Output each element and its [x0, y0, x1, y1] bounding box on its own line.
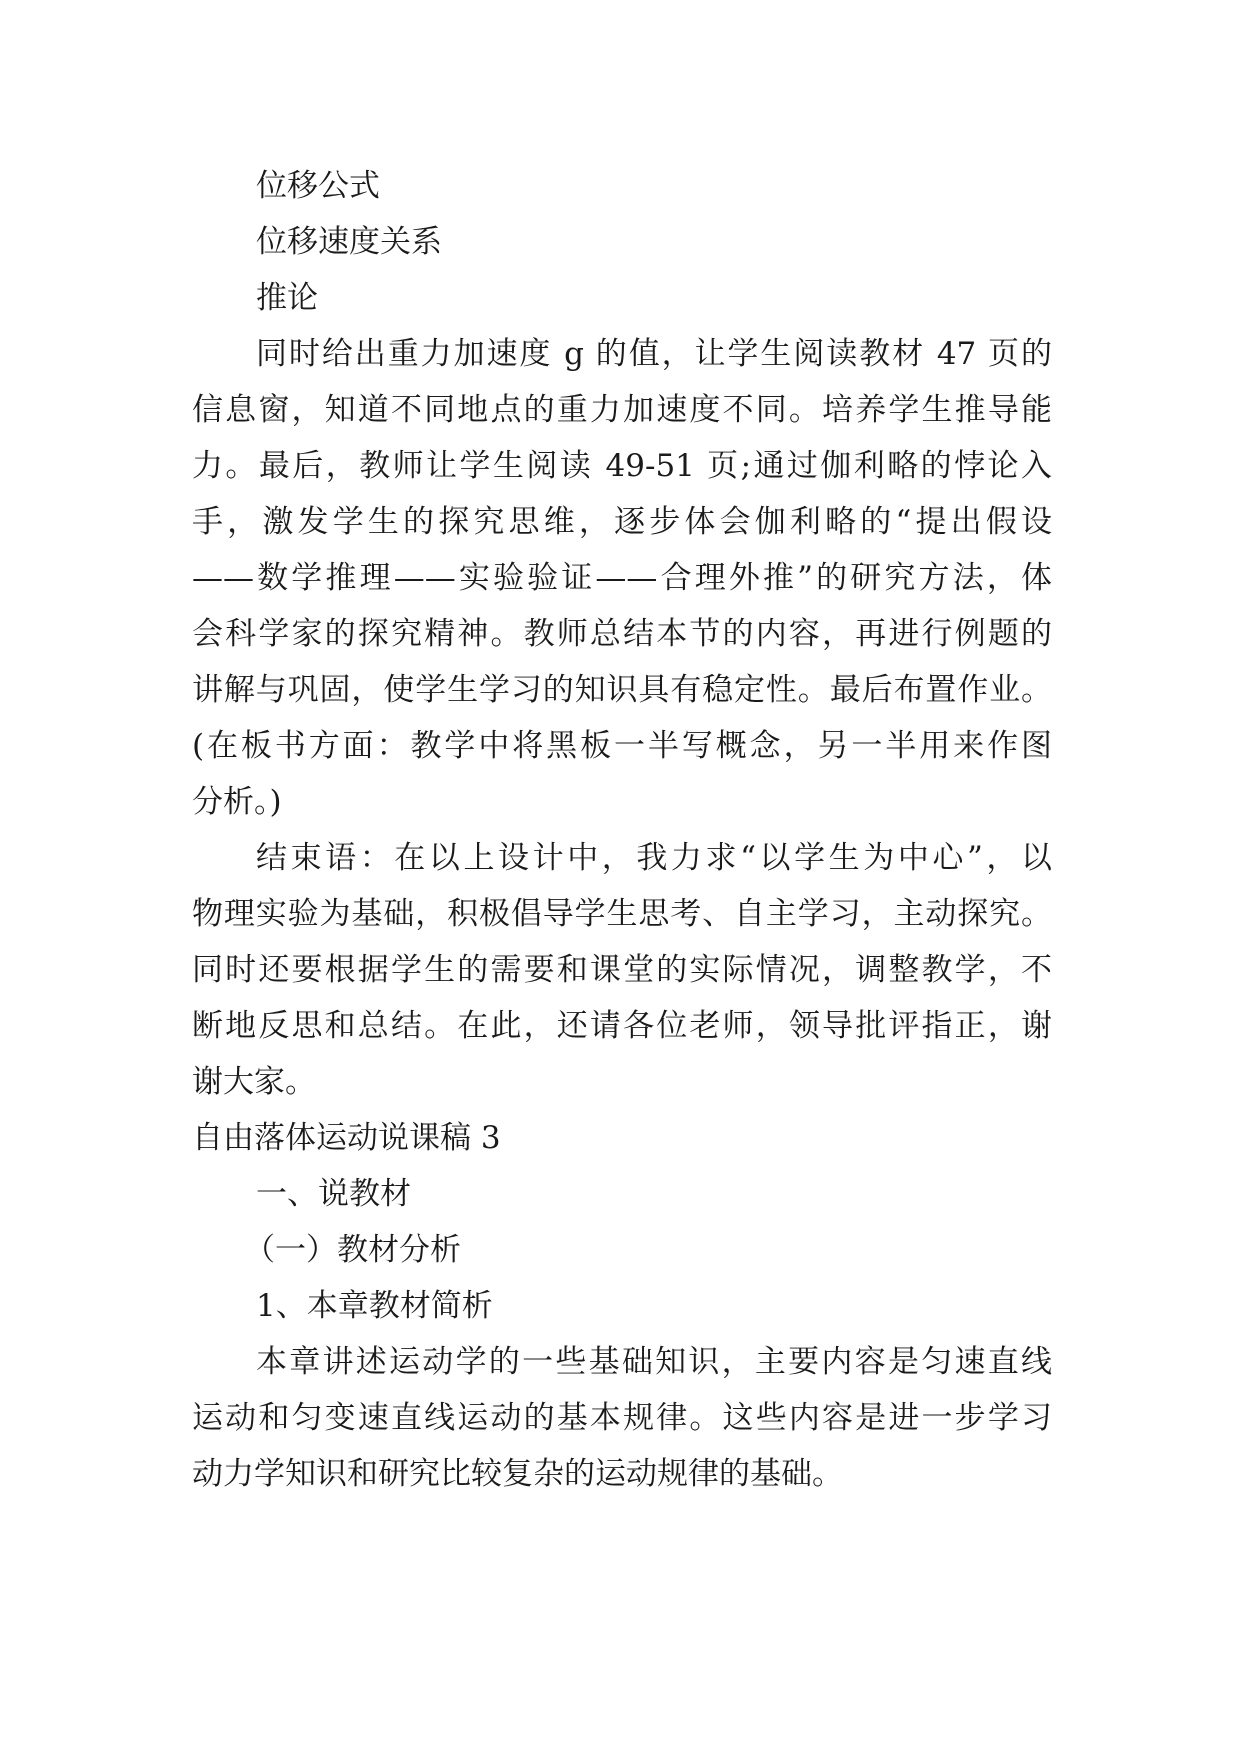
paragraph-line: 信息窗，知道不同地点的重力加速度不同。培养学生推导能 [192, 392, 1052, 428]
paragraph-line: ——数学推理——实验验证——合理外推”的研究方法，体 [192, 560, 1052, 596]
conclusion-line: 结束语：在以上设计中，我力求“以学生为中心”，以 [256, 840, 1052, 876]
body-line: 运动和匀变速直线运动的基本规律。这些内容是进一步学习 [192, 1400, 1052, 1436]
conclusion-line: 同时还要根据学生的需要和课堂的实际情况，调整教学，不 [192, 952, 1052, 988]
heading-level-1: 一、说教材 [256, 1176, 411, 1212]
body-line: 动力学知识和研究比较复杂的运动规律的基础。 [192, 1456, 843, 1492]
paragraph-line: 手，激发学生的探究思维，逐步体会伽利略的“提出假设 [192, 504, 1052, 540]
heading-level-2: （一）教材分析 [244, 1232, 461, 1268]
section-title: 自由落体运动说课稿 3 [192, 1120, 501, 1156]
paragraph-line: 讲解与巩固，使学生学习的知识具有稳定性。最后布置作业。 [192, 672, 1052, 708]
paragraph-line: 力。最后，教师让学生阅读 49-51 页;通过伽利略的悖论入 [192, 448, 1052, 484]
conclusion-line: 断地反思和总结。在此，还请各位老师，领导批评指正，谢 [192, 1008, 1052, 1044]
paragraph-line: 分析。) [192, 784, 282, 820]
paragraph-line: 会科学家的探究精神。教师总结本节的内容，再进行例题的 [192, 616, 1052, 652]
formula-label-displacement-velocity: 位移速度关系 [256, 224, 442, 260]
conclusion-line: 物理实验为基础，积极倡导学生思考、自主学习，主动探究。 [192, 896, 1052, 932]
document-page [192, 158, 1052, 1502]
formula-label-corollary: 推论 [256, 280, 318, 316]
conclusion-line: 谢大家。 [192, 1064, 316, 1100]
paragraph-line: 同时给出重力加速度 g 的值，让学生阅读教材 47 页的 [256, 336, 1052, 372]
heading-level-3: 1、本章教材简析 [256, 1288, 493, 1324]
formula-label-displacement: 位移公式 [256, 168, 380, 204]
body-line: 本章讲述运动学的一些基础知识，主要内容是匀速直线 [256, 1344, 1052, 1380]
paragraph-line: (在板书方面：教学中将黑板一半写概念，另一半用来作图 [192, 728, 1052, 764]
